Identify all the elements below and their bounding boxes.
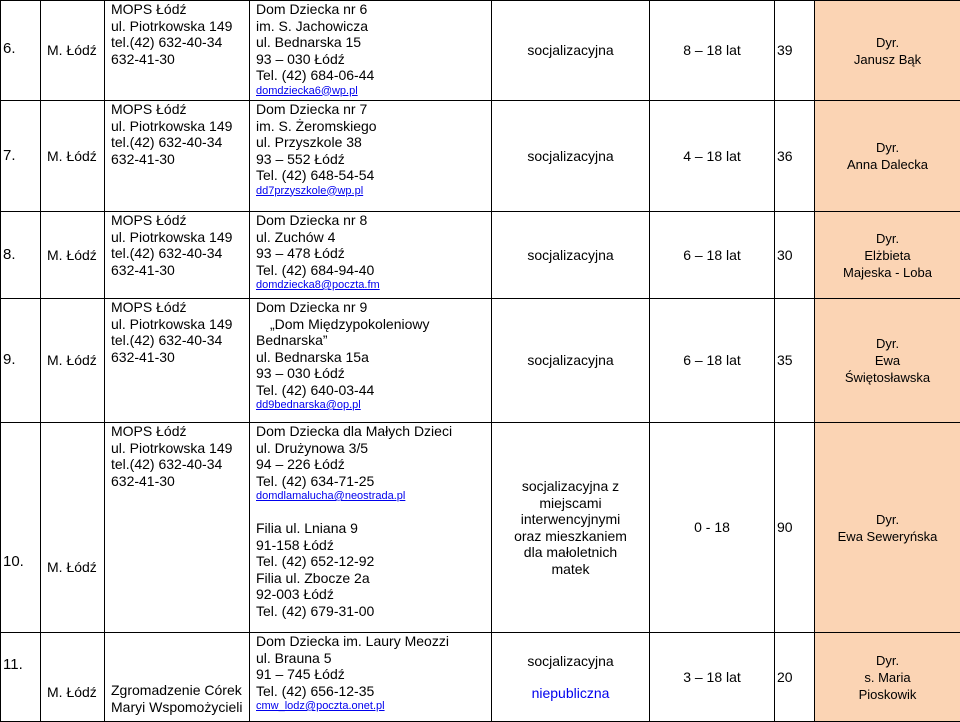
mops-info (105, 423, 250, 633)
mops-line: ul. Piotrkowska 149 (111, 118, 247, 135)
age-range: 6 – 18 lat (650, 299, 775, 423)
email-link[interactable]: domdlamalucha@neostrada.pl (256, 489, 489, 504)
director-line: Dyr. (817, 511, 958, 528)
mops-line: ul. Piotrkowska 149 (111, 229, 247, 246)
table-row (1, 423, 960, 633)
mops-line: MOPS Łódź (111, 1, 247, 18)
places-count: 35 (775, 299, 815, 423)
home-line: 93 – 478 Łódź (256, 245, 489, 262)
places-count: 20 (775, 633, 815, 722)
home-line: Dom Dziecka nr 7 (256, 101, 489, 118)
home-line: ul. Przyszkole 38 (256, 134, 489, 151)
director-line: Dyr. (817, 335, 958, 352)
home-info (250, 212, 492, 299)
home-type: socjalizacyjna (492, 1, 650, 101)
mops-line: tel.(42) 632-40-34 (111, 456, 247, 473)
home-line: 93 – 552 Łódź (256, 151, 489, 168)
home-line: ul. Zuchów 4 (256, 229, 489, 246)
home-line: Tel. (42) 634-71-25 (256, 473, 489, 490)
mops-info (105, 1, 250, 101)
branch-line: 91-158 Łódź (256, 537, 489, 554)
places-count: 36 (775, 101, 815, 212)
places-count: 30 (775, 212, 815, 299)
director-line: Elżbieta (817, 247, 958, 264)
mops-line: 632-41-30 (111, 349, 247, 366)
director-line: Dyr. (817, 230, 958, 247)
home-type: socjalizacyjna (492, 212, 650, 299)
row-number: 7. (1, 101, 41, 212)
director-line: Majeska - Loba (817, 264, 958, 281)
home-info (250, 423, 492, 633)
director-line: Ewa Seweryńska (817, 528, 958, 545)
email-link[interactable]: domdziecka8@poczta.fm (256, 278, 489, 293)
mops-line: MOPS Łódź (111, 101, 247, 118)
email-link[interactable]: dd9bednarska@op.pl (256, 398, 489, 413)
row-number: 10. (1, 423, 41, 633)
home-line: Dom Dziecka nr 9 (256, 299, 489, 316)
home-type (492, 423, 650, 633)
row-number: 6. (1, 1, 41, 101)
home-line: ul. Brauna 5 (256, 650, 489, 667)
type-line: oraz mieszkaniem (494, 528, 647, 545)
city: M. Łódź (41, 423, 105, 633)
mops-line: MOPS Łódź (111, 212, 247, 229)
city: M. Łódź (41, 1, 105, 101)
director-line: s. Maria (817, 669, 958, 686)
mops-line: tel.(42) 632-40-34 (111, 245, 247, 262)
home-line: 91 – 745 Łódź (256, 666, 489, 683)
home-line: „Dom Międzypokoleniowy (256, 316, 489, 333)
home-line: Tel. (42) 684-94-40 (256, 262, 489, 279)
mops-line: Maryi Wspomożycieli (111, 699, 247, 716)
home-info (250, 299, 492, 423)
type-line: miejscami (494, 495, 647, 512)
branch-line: Tel. (42) 652-12-92 (256, 553, 489, 570)
row-number (1, 633, 41, 722)
home-line: im. S. Jachowicza (256, 18, 489, 35)
home-info (250, 101, 492, 212)
table-row (1, 1, 960, 101)
home-info (250, 1, 492, 101)
director-line: Janusz Bąk (817, 51, 958, 68)
director (815, 423, 960, 633)
row-number: 9. (1, 299, 41, 423)
director-line: Świętosławska (817, 369, 958, 386)
age-range: 8 – 18 lat (650, 1, 775, 101)
age-range: 0 - 18 (650, 423, 775, 633)
branch-line: Filia ul. Zbocze 2a (256, 570, 489, 587)
mops-line: tel.(42) 632-40-34 (111, 34, 247, 51)
mops-line: Zgromadzenie Córek (111, 682, 247, 699)
mops-info (105, 212, 250, 299)
director-line: Dyr. (817, 652, 958, 669)
director-line: Pioskowik (817, 686, 958, 703)
home-line: ul. Drużynowa 3/5 (256, 440, 489, 457)
places-count: 39 (775, 1, 815, 101)
branch-line: Filia ul. Lniana 9 (256, 520, 489, 537)
home-line: 93 – 030 Łódź (256, 51, 489, 68)
email-link[interactable]: domdziecka6@wp.pl (256, 84, 489, 99)
mops-line: ul. Piotrkowska 149 (111, 18, 247, 35)
home-line: Dom Dziecka dla Małych Dzieci (256, 423, 489, 440)
home-line: 93 – 030 Łódź (256, 365, 489, 382)
director-line: Dyr. (817, 139, 958, 156)
city: M. Łódź (41, 299, 105, 423)
director-line: Dyr. (817, 34, 958, 51)
city: M. Łódź (41, 212, 105, 299)
home-type: socjalizacyjna (492, 299, 650, 423)
home-line: Dom Dziecka nr 6 (256, 1, 489, 18)
director (815, 1, 960, 101)
mops-info (105, 299, 250, 423)
type-line: niepubliczna (494, 685, 647, 702)
age-range: 4 – 18 lat (650, 101, 775, 212)
director (815, 212, 960, 299)
table-row (1, 633, 960, 722)
home-line: ul. Bednarska 15a (256, 349, 489, 366)
age-range: 6 – 18 lat (650, 212, 775, 299)
type-line: matek (494, 561, 647, 578)
home-info (250, 633, 492, 722)
email-link[interactable]: dd7przyszkole@wp.pl (256, 184, 489, 199)
home-line: Tel. (42) 656-12-35 (256, 683, 489, 700)
home-line: Tel. (42) 640-03-44 (256, 382, 489, 399)
mops-line: ul. Piotrkowska 149 (111, 440, 247, 457)
director (815, 633, 960, 722)
table-row (1, 299, 960, 423)
mops-line: MOPS Łódź (111, 299, 247, 316)
home-type: socjalizacyjna (492, 101, 650, 212)
mops-line: ul. Piotrkowska 149 (111, 316, 247, 333)
director-line: Anna Dalecka (817, 156, 958, 173)
table-row (1, 101, 960, 212)
director-line: Ewa (817, 352, 958, 369)
city: M. Łódź (41, 633, 105, 722)
director (815, 101, 960, 212)
age-range: 3 – 18 lat (650, 633, 775, 722)
home-type (492, 633, 650, 722)
mops-line: 632-41-30 (111, 51, 247, 68)
city: M. Łódź (41, 101, 105, 212)
branch-line: 92-003 Łódź (256, 586, 489, 603)
home-line: ul. Bednarska 15 (256, 34, 489, 51)
type-line: socjalizacyjna (494, 653, 647, 670)
mops-info (105, 633, 250, 722)
table-row (1, 212, 960, 299)
home-line: 94 – 226 Łódź (256, 456, 489, 473)
mops-line: 632-41-30 (111, 262, 247, 279)
email-link[interactable]: cmw_lodz@poczta.onet.pl (256, 699, 489, 714)
mops-info (105, 101, 250, 212)
branch-line: Tel. (42) 679-31-00 (256, 603, 489, 620)
type-line: dla małoletnich (494, 544, 647, 561)
mops-line: tel.(42) 632-40-34 (111, 134, 247, 151)
row-number-text: 11. (3, 656, 23, 673)
home-line: Dom Dziecka nr 8 (256, 212, 489, 229)
mops-line: 632-41-30 (111, 473, 247, 490)
home-line: Dom Dziecka im. Laury Meozzi (256, 633, 489, 650)
mops-line: MOPS Łódź (111, 423, 247, 440)
home-line: Tel. (42) 684-06-44 (256, 67, 489, 84)
director (815, 299, 960, 423)
home-line: Bednarska” (256, 332, 489, 349)
row-number: 8. (1, 212, 41, 299)
type-line: socjalizacyjna z (494, 478, 647, 495)
home-line: Tel. (42) 648-54-54 (256, 167, 489, 184)
mops-line: 632-41-30 (111, 151, 247, 168)
type-line: interwencyjnymi (494, 511, 647, 528)
home-line: im. S. Żeromskiego (256, 118, 489, 135)
mops-line: tel.(42) 632-40-34 (111, 332, 247, 349)
places-count: 90 (775, 423, 815, 633)
